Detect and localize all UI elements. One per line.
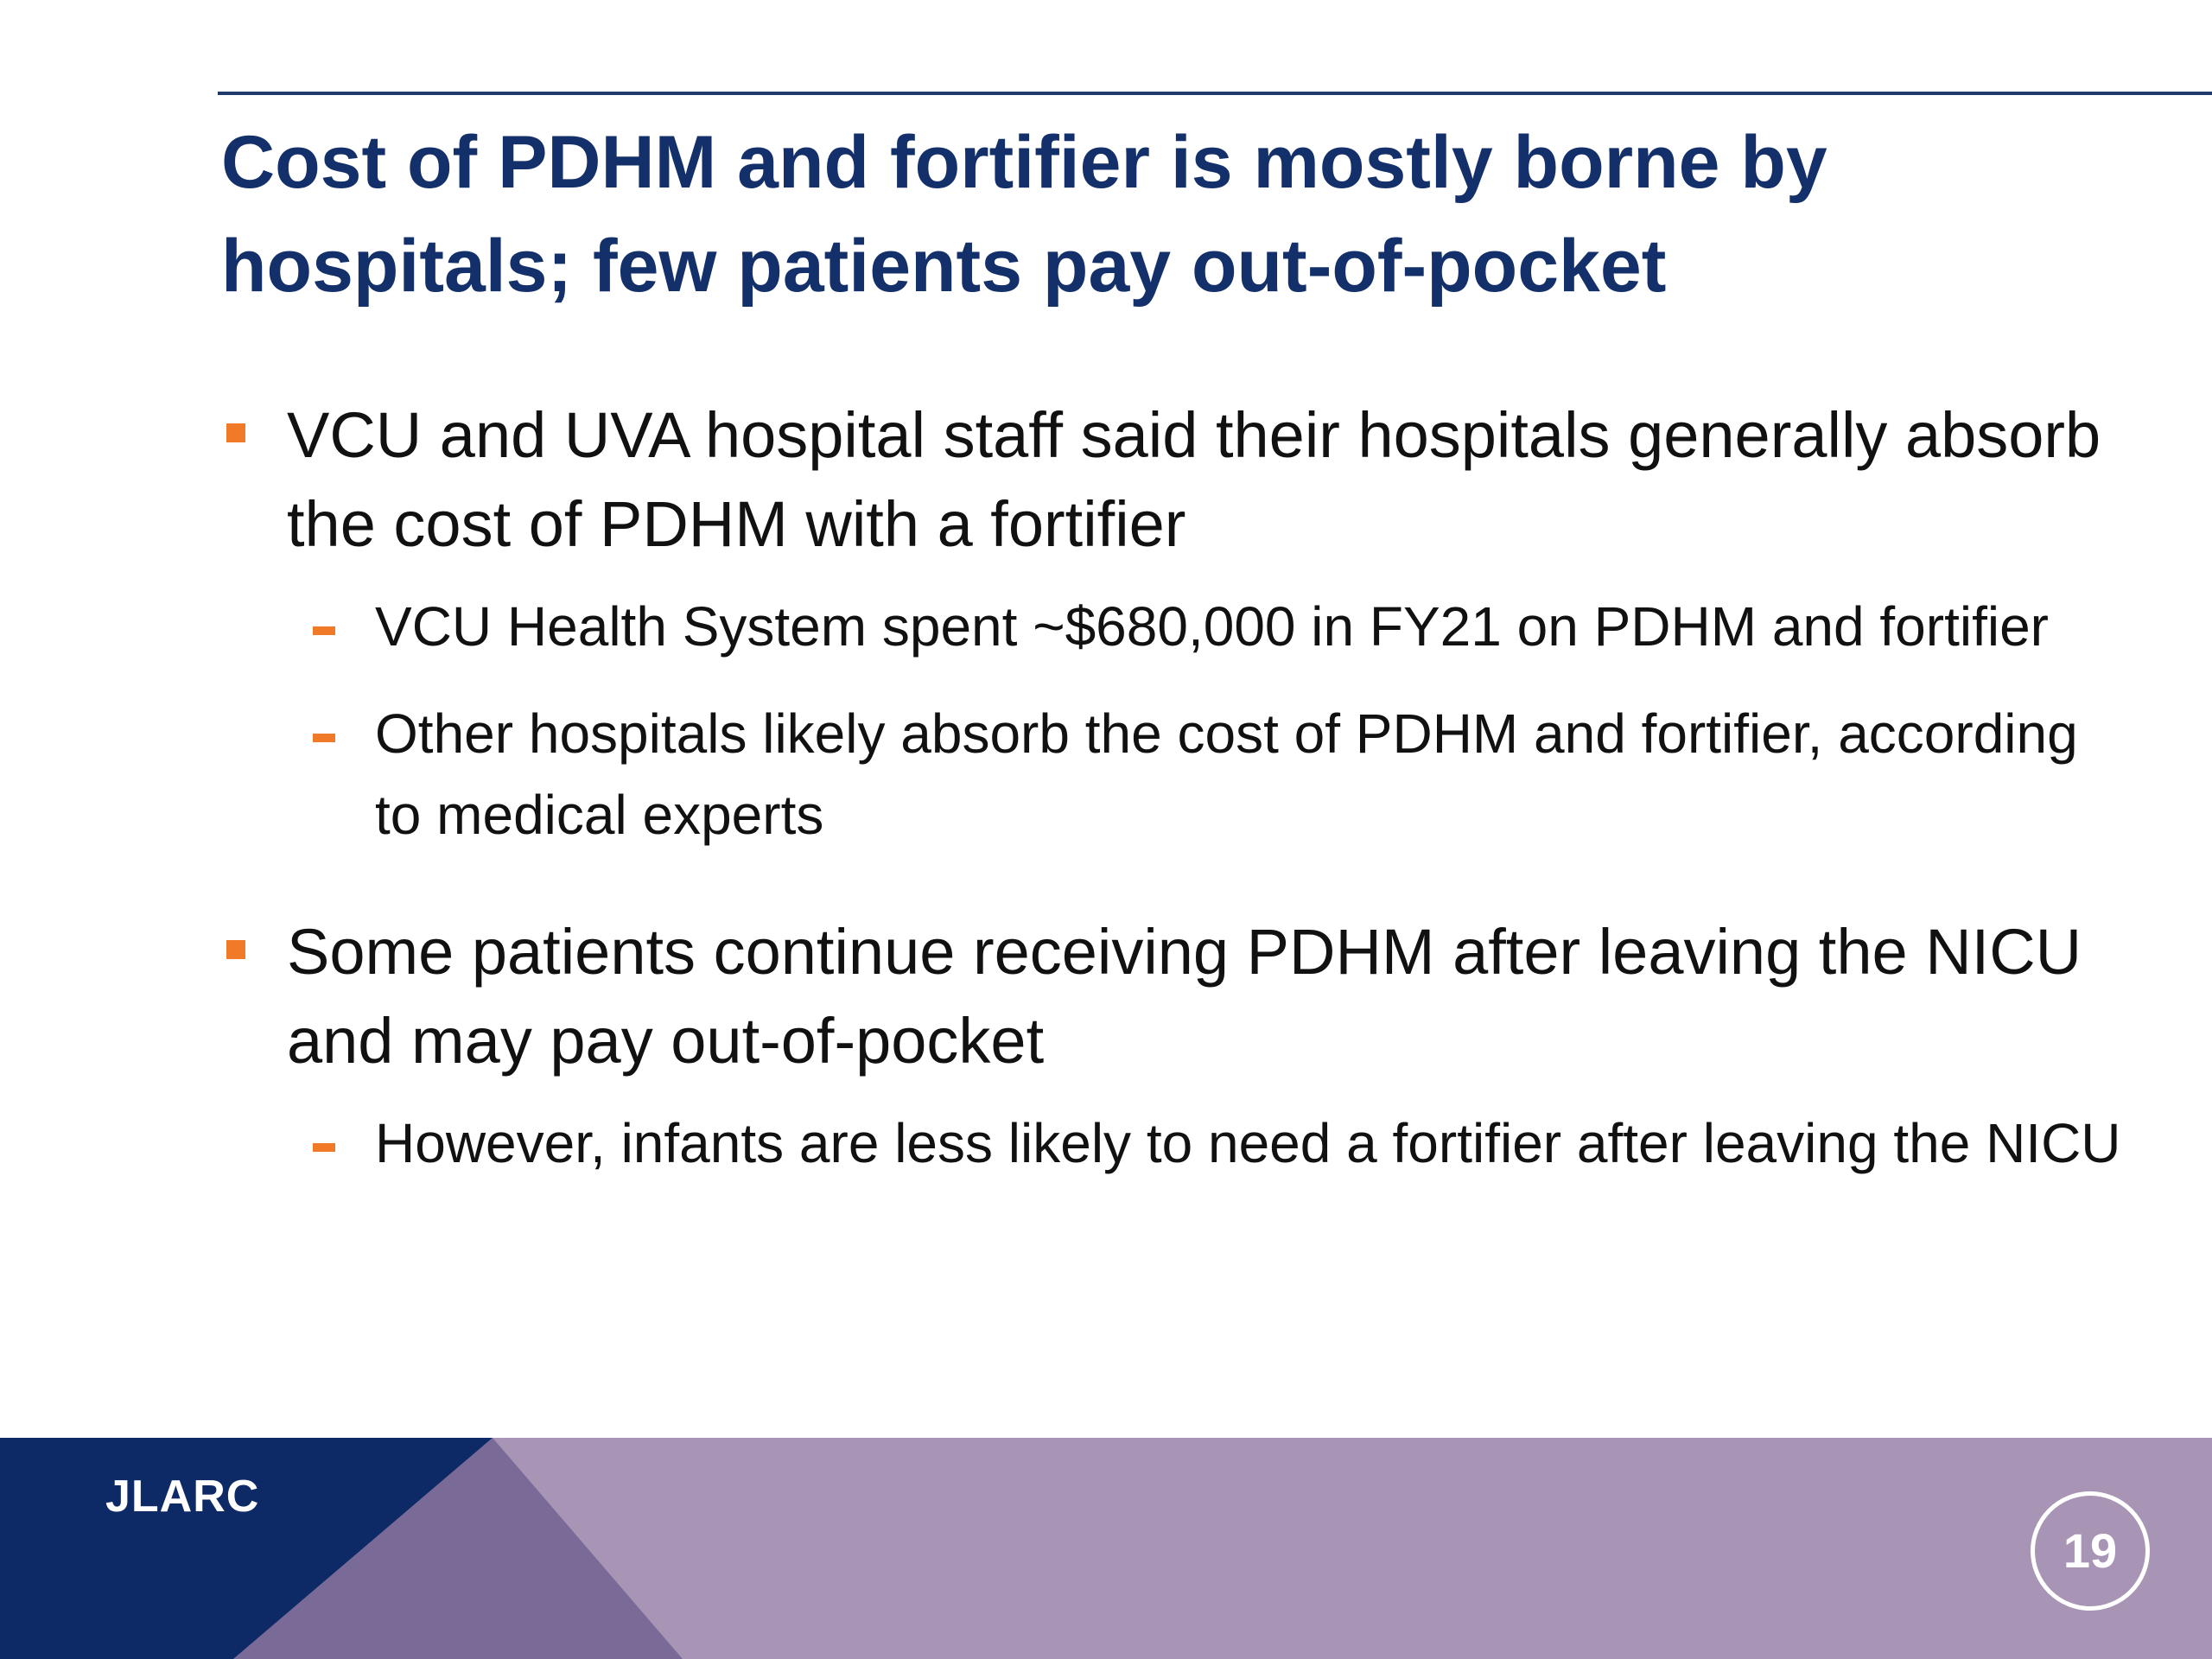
sub-bullet-text: VCU Health System spent ~$680,000 in FY21 on PDHM and fortifier [375,595,2049,658]
footer-band [0,1438,2212,1659]
dash-bullet-icon [313,626,335,635]
title-rule [218,92,2212,95]
dash-bullet-icon [313,734,335,742]
bullet-list [221,391,2122,1184]
slide-title: Cost of PDHM and fortifier is mostly borne by hospitals; few patients pay out-of-pocket [221,121,1827,308]
bullet-text: Some patients continue receiving PDHM after leaving the NICU and may pay out-of-pocket [287,916,2082,1077]
footer-graphic [0,1438,2212,1659]
square-bullet-icon [226,423,245,442]
square-bullet-icon [226,940,245,959]
sub-bullet-text: Other hospitals likely absorb the cost of PDHM and fortifier, according to medical experts [375,702,2078,846]
sub-bullet-item [287,693,2122,855]
sub-bullet-list [287,586,2122,855]
sub-bullet-item [287,1103,2122,1184]
dash-bullet-icon [313,1143,335,1152]
sub-bullet-text: However, infants are less likely to need a fortifier after leaving the NICU [375,1112,2121,1174]
sub-bullet-item [287,586,2122,667]
jlarc-logo: JLARC [105,1471,260,1522]
sub-bullet-list [287,1103,2122,1184]
bullet-item [221,391,2122,855]
page-number: 19 [2031,1491,2150,1611]
bullet-item [221,907,2122,1184]
bullet-text: VCU and UVA hospital staff said their hospitals generally absorb the cost of PDHM with a fortifier [287,399,2101,560]
